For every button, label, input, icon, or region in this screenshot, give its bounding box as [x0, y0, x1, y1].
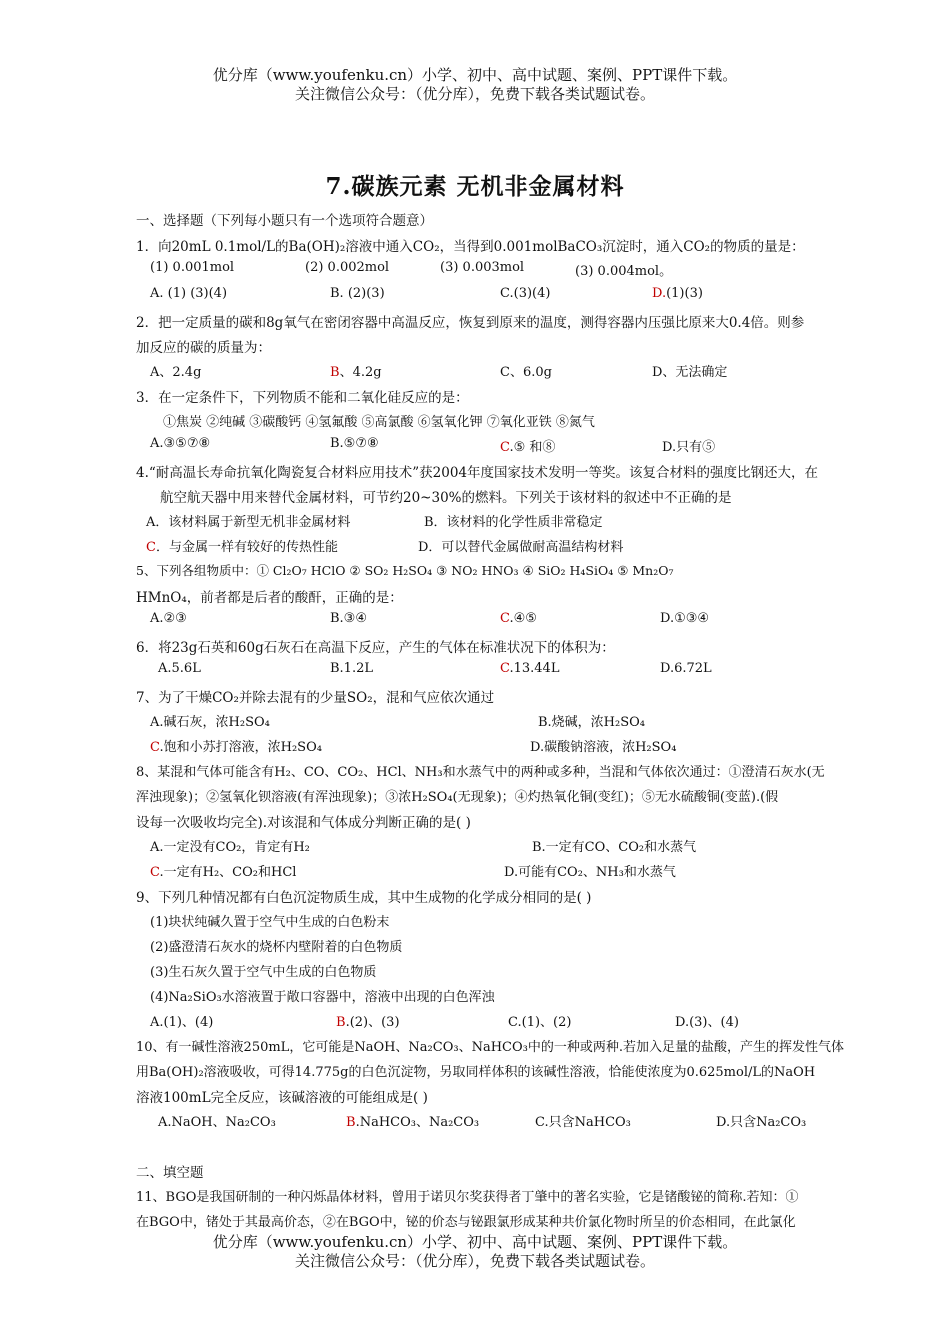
q6-option-b: B.1.2L	[330, 661, 373, 676]
q2-option-d: D、无法确定	[652, 365, 728, 380]
q2-stem-2: 加反应的碳的质量为：	[136, 340, 271, 356]
q4-option-a: A．该材料属于新型无机非金属材料	[146, 515, 351, 530]
q4-option-c	[146, 536, 338, 555]
q9-option-d: D.(3)、(4)	[675, 1015, 739, 1030]
q2-option-c: C、6.0g	[500, 365, 552, 380]
q2-option-a: A、2.4g	[150, 365, 202, 380]
q2-stem-1: 2．把一定质量的碳和8g氧气在密闭容器中高温反应，恢复到原来的温度，测得容器内压强比原来大0.4倍。则参	[136, 315, 805, 331]
q10-answer-mark: B	[346, 1115, 356, 1130]
q6-stem: 6．将23g石英和60g石灰石在高温下反应，产生的气体在标准状况下的体积为：	[136, 640, 615, 656]
q3-option-c-text: .⑤ 和⑧	[509, 440, 556, 455]
q5-option-d: D.①③④	[660, 611, 710, 626]
q10-option-d: D.只含Na₂CO₃	[716, 1115, 807, 1130]
q4-stem-1: 4.“耐高温长寿命抗氧化陶瓷复合材料应用技术”获2004年度国家技术发明一等奖。该复合材料的强度比钢还大，在	[136, 465, 819, 481]
q6-option-c	[500, 661, 559, 676]
q9-option-a: A.(1)、(4)	[150, 1015, 214, 1030]
q9-stem: 9、下列几种情况都有白色沉淀物质生成，其中生成物的化学成分相同的是( )	[136, 890, 592, 906]
q8-option-c	[150, 861, 296, 880]
q3-option-a: A.③⑤⑦⑧	[150, 436, 211, 451]
q9-answer-mark: B	[336, 1015, 346, 1030]
q10-option-a: A.NaOH、Na₂CO₃	[158, 1115, 276, 1130]
q8-option-d: D.可能有CO₂、NH₃和水蒸气	[504, 865, 676, 880]
q1-option-c: C.(3)(4)	[500, 286, 551, 301]
q10-stem-2: 用Ba(OH)₂溶液吸收，可得14.775g的白色沉淀物，另取同样体积的该碱性溶液，恰能使浓度为0.625mol/L的NaOH	[136, 1065, 816, 1080]
q1-choice-2: (2) 0.002mol	[305, 260, 390, 275]
q9-option-c: C.(1)、(2)	[508, 1015, 572, 1030]
q5-option-b: B.③④	[330, 611, 367, 626]
q7-option-d: D.碳酸钠溶液，浓H₂SO₄	[530, 740, 677, 755]
q10-stem-1: 10、有一碱性溶液250mL，它可能是NaOH、Na₂CO₃、NaHCO₃中的一种或两种.若加入足量的盐酸，产生的挥发性气体	[136, 1040, 844, 1055]
page-title: 7.碳族元素 无机非金属材料	[325, 173, 625, 200]
q1-option-b: B. (2)(3)	[330, 286, 385, 301]
q5-stem-1: 5、下列各组物质中：① Cl₂O₇ HClO ② SO₂ H₂SO₄ ③ NO₂ HNO₃ ④ SiO₂ H₄SiO₄ ⑤ Mn₂O₇	[136, 563, 674, 578]
q3-stem: 3．在一定条件下，下列物质不能和二氧化硅反应的是：	[136, 390, 469, 406]
q10-option-c: C.只含NaHCO₃	[535, 1115, 631, 1130]
q5-option-c-text: .④⑤	[509, 611, 537, 626]
header-line-2: 关注微信公众号：（优分库），免费下载各类试题试卷。	[294, 85, 655, 103]
q7-option-c	[150, 736, 322, 755]
q8-answer-mark: C	[150, 865, 160, 880]
q2-answer-mark: B	[330, 365, 340, 380]
q8-option-c-text: .一定有H₂、CO₂和HCl	[159, 865, 297, 880]
q4-option-b: B．该材料的化学性质非常稳定	[424, 515, 603, 530]
q4-option-d: D．可以替代金属做耐高温结构材料	[418, 540, 624, 555]
q10-option-b-text: .NaHCO₃、Na₂CO₃	[355, 1115, 480, 1130]
q7-option-b: B.烧碱，浓H₂SO₄	[538, 715, 646, 730]
q1-option-d-text: (1)(3)	[666, 286, 703, 301]
footer-line-1: 优分库（www.youfenku.cn）小学、初中、高中试题、案例、PPT课件下载。	[212, 1233, 738, 1251]
q3-option-c	[500, 436, 555, 455]
q2-option-b	[330, 361, 382, 380]
footer-line-2: 关注微信公众号：（优分库），免费下载各类试题试卷。	[294, 1252, 655, 1270]
q9-item-3: (3)生石灰久置于空气中生成的白色物质	[150, 965, 377, 980]
q11-stem-2: 在BGO中，锗处于其最高价态，②在BGO中，铋的价态与铋跟氯形成某种共价氯化物时所呈的价态相同，在此氯化	[136, 1215, 796, 1230]
q9-item-2: (2)盛澄清石灰水的烧杯内壁附着的白色物质	[150, 940, 403, 955]
q1-stem: 1．向20mL 0.1mol/L的Ba(OH)₂溶液中通入CO₂，当得到0.001molBaCO₃沉淀时，通入CO₂的物质的量是：	[136, 239, 805, 255]
q1-option-d	[652, 286, 703, 301]
q2-option-b-text: 、4.2g	[339, 365, 382, 380]
q7-option-a: A.碱石灰，浓H₂SO₄	[150, 715, 270, 730]
q9-option-b-text: .(2)、(3)	[345, 1015, 400, 1030]
q1-option-a: A. (1) (3)(4)	[150, 286, 228, 301]
q8-option-b: B.一定有CO、CO₂和水蒸气	[532, 840, 697, 855]
page-footer	[0, 1233, 950, 1271]
q4-option-c-text: ．与金属一样有较好的传热性能	[155, 540, 338, 555]
q8-option-a: A.一定没有CO₂，肯定有H₂	[150, 840, 310, 855]
q1-choice-1: (1) 0.001mol	[150, 260, 235, 275]
q7-stem: 7、为了干燥CO₂并除去混有的少量SO₂，混和气应依次通过	[136, 690, 495, 706]
q3-answer-mark: C	[500, 440, 510, 455]
q7-answer-mark: C	[150, 740, 160, 755]
q4-answer-mark: C	[146, 540, 156, 555]
q1-choice-4: (3) 0.004mol。	[575, 264, 673, 279]
q1-choice-3: (3) 0.003mol	[440, 260, 525, 275]
q3-option-b: B.⑤⑦⑧	[330, 436, 379, 451]
q6-answer-mark: C	[500, 661, 510, 676]
q9-item-1: (1)块状纯碱久置于空气中生成的白色粉末	[150, 915, 390, 930]
q11-stem-1: 11、BGO是我国研制的一种闪烁晶体材料，曾用于诺贝尔奖获得者丁肇中的著名实验，它是锗酸铋的简称.若知：①	[136, 1190, 799, 1205]
q9-item-4: (4)Na₂SiO₃水溶液置于敞口容器中，溶液中出现的白色浑浊	[150, 990, 495, 1005]
q8-stem-2: 浑浊现象)；②氢氧化钡溶液(有浑浊现象)；③浓H₂SO₄(无现象)；④灼热氧化铜(变红)；⑤无水硫酸铜(变蓝).(假	[136, 790, 779, 805]
q6-option-c-text: .13.44L	[509, 661, 560, 676]
q10-option-b	[346, 1111, 479, 1130]
q10-stem-3: 溶液100mL完全反应，该碱溶液的可能组成是( )	[136, 1090, 428, 1106]
q5-answer-mark: C	[500, 611, 510, 626]
q9-option-b	[336, 1011, 400, 1030]
q4-stem-2: 航空航天器中用来替代金属材料，可节约20~30%的燃料。下列关于该材料的叙述中不正确的是	[160, 490, 732, 506]
section-choice-heading: 一、选择题（下列每小题只有一个选项符合题意）	[136, 213, 433, 229]
section-fill-heading: 二、填空题	[136, 1165, 204, 1181]
header-line-1: 优分库（www.youfenku.cn）小学、初中、高中试题、案例、PPT课件下载。	[212, 66, 738, 84]
q6-option-a: A.5.6L	[158, 661, 201, 676]
q5-option-c	[500, 611, 537, 626]
q3-items: ①焦炭 ②纯碱 ③碳酸钙 ④氢氟酸 ⑤高氯酸 ⑥氢氧化钾 ⑦氧化亚铁 ⑧氮气	[163, 415, 595, 430]
q8-stem-1: 8、某混和气体可能含有H₂、CO、CO₂、HCl、NH₃和水蒸气中的两种或多种，当混和气体依次通过：①澄清石灰水(无	[136, 765, 825, 780]
q6-option-d: D.6.72L	[660, 661, 712, 676]
q7-option-c-text: .饱和小苏打溶液，浓H₂SO₄	[159, 740, 322, 755]
page-header	[0, 66, 950, 104]
q3-option-d: D.只有⑤	[662, 440, 716, 455]
q5-option-a: A.②③	[150, 611, 187, 626]
q8-stem-3: 设每一次吸收均完全).对该混和气体成分判断正确的是( )	[136, 815, 471, 831]
q5-stem-2: HMnO₄，前者都是后者的酸酐，正确的是：	[136, 590, 403, 606]
q1-answer-mark: D.	[652, 286, 667, 301]
